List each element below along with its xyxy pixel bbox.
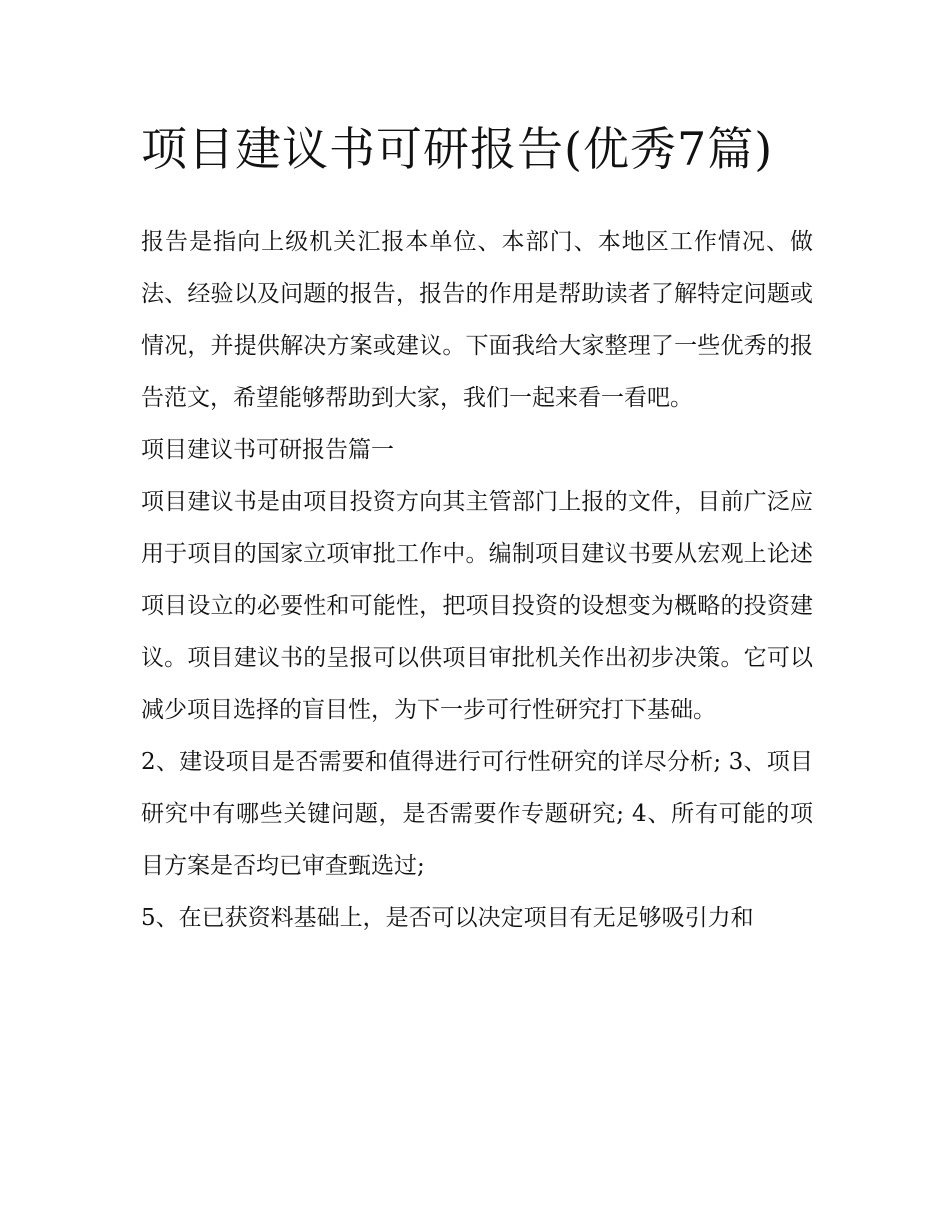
document-page (141, 110, 813, 944)
intro-paragraph: 报告是指向上级机关汇报本单位、本部门、本地区工作情况、做法、经验以及问题的报告，报告的作用是帮助读者了解特定问题或情况，并提供解决方案或建议。下面我给大家整理了一些优秀的报告范文，希望能够帮助到大家，我们一起来看一看吧。 (141, 229, 813, 411)
section-body-paragraph: 项目建议书是由项目投资方向其主管部门上报的文件，目前广泛应用于项目的国家立项审批工作中。编制项目建议书要从宏观上论述项目设立的必要性和可能性，把项目投资的设想变为概略的投资建议。项目建议书的呈报可以供项目审批机关作出初步决策。它可以减少项目选择的盲目性，为下一步可行性研究打下基础。 (141, 489, 813, 723)
section-heading: 项目建议书可研报告篇一 (141, 437, 394, 463)
document-title: 项目建议书可研报告(优秀7篇) (141, 122, 774, 176)
list-item: 2、建设项目是否需要和值得进行可行性研究的详尽分析; 3、项目研究中有哪些关键问题，是否需要作专题研究; 4、所有可能的项目方案是否均已审查甄选过; (141, 749, 813, 879)
list-item: 5、在已获资料基础上，是否可以决定项目有无足够吸引力和 (141, 905, 754, 931)
